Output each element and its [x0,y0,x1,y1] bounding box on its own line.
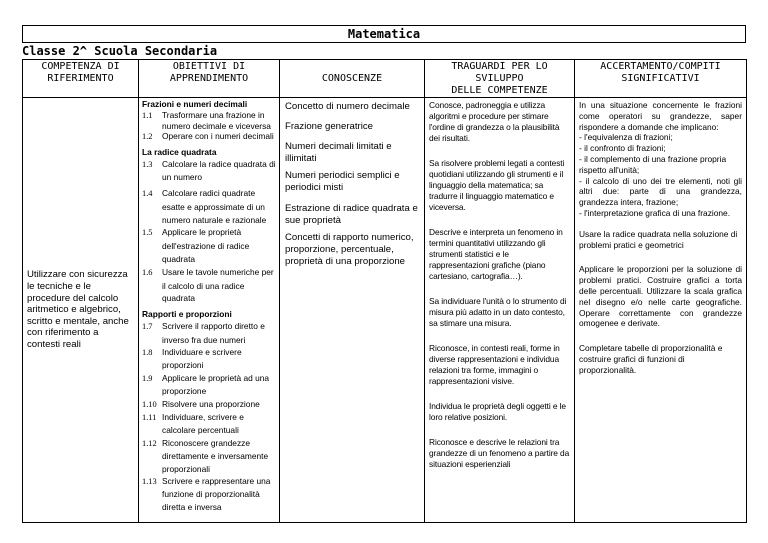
obiettivo-item: 1.13 Scrivere e rappresentare una funzione di proporzionalità diretta e inversa [142,476,271,512]
obiettivo-item: 1.2 Operare con i numeri decimali [142,131,274,141]
traguardo-item: Individua le proprietà degli oggetti e le loro relative posizioni. [429,401,566,422]
obiettivo-item: 1.1 Trasformare una frazione in numero decimale e viceversa [142,110,271,131]
header-traguardi: TRAGUARDI PER LO SVILUPPO DELLE COMPETENZE [425,60,575,98]
header-accertamento: ACCERTAMENTO/COMPITI SIGNIFICATIVI [575,60,747,98]
accertamento-p2: Usare la radice quadrata nella soluzione di problemi pratici e geometrici [579,228,738,250]
document-title: Matematica [22,25,746,43]
obiettivo-item: 1.10 Risolvere una proporzione [142,398,260,409]
obiettivi-section-title: Frazioni e numeri decimali [142,99,248,109]
header-conoscenze: CONOSCENZE [280,60,425,98]
obiettivi-section-title: La radice quadrata [142,147,217,157]
content-row [23,98,747,523]
traguardo-item: Sa risolvere problemi legati a contesti quotidiani utilizzando gli strumenti e il linguaggio della matematica; sa tradurre il linguaggio matematico e viceversa. [429,158,565,212]
traguardo-item: Sa individuare l'unità o lo strumento di misura più adatto in un dato contesto, sa stimare una misura. [429,296,567,328]
obiettivo-item: 1.5 Applicare le proprietà dell'estrazione di radice quadrata [142,227,250,264]
obiettivi-cell [139,98,280,523]
obiettivi-section-title: Rapporti e proporzioni [142,309,232,320]
competenza-cell: Utilizzare con sicurezza le tecniche e le procedure del calcolo aritmetico e algebrico, scritto e mentale, anche con riferimento a contesti reali [23,98,139,523]
accertamento-p3: Applicare le proporzioni per la soluzione di problemi pratici. Costruire grafici a torta delle percentuali. Utilizzare la scala grafica nel disegno e/o nelle carte geografiche. Operare correttamente con grandezze omogenee e derivate. [579,264,742,329]
conoscenza-item: Numeri periodici semplici e periodici misti [285,170,400,193]
conoscenze-cell [280,98,425,523]
header-obiettivi: OBIETTIVI DI APPRENDIMENTO [139,60,280,98]
header-competenza: COMPETENZA DI RIFERIMENTO [23,60,139,98]
header-row [23,60,747,98]
traguardo-item: Riconosce, in contesti reali, forme in diverse rappresentazioni e individua relazioni tra forme, immagini o rappresentazioni visive. [429,343,560,386]
curriculum-table [22,59,747,523]
class-label: Classe 2^ Scuola Secondaria [22,44,218,58]
accertamento-p4: Completare tabelle di proporzionalità e costruire grafici di funzioni di proporzionalità. [579,343,723,375]
accertamento-bullet: - il confronto di frazioni; [579,143,666,154]
obiettivo-item: 1.12 Riconoscere grandezze direttamente e inversamente proporzionali [142,437,269,474]
conoscenza-item: Numeri decimali limitati e illimitati [285,141,392,164]
obiettivo-item: 1.6 Usare le tavole numeriche per il calcolo di una radice quadrata [142,266,274,304]
obiettivo-item: 1.9 Applicare le proprietà ad una proporzione [142,372,270,397]
obiettivo-item: 1.4 Calcolare radici quadrate esatte e approssimate di un numero naturale e razionale [142,188,267,225]
traguardo-item: Conosce, padroneggia e utilizza algoritmi e procedure per stimare l'ordine di grandezza o la plausibilità dei risultati. [429,100,560,143]
accertamento-bullet: - l'interpretazione grafica di una frazione. [579,207,731,218]
traguardo-item: Descrive e interpreta un fenomeno in termini quantitativi utilizzando gli strumenti statistici e le rappresentazioni grafiche (piano cartesiano, cartografia…). [429,227,563,281]
conoscenza-item: Concetti di rapporto numerico, proporzione, percentuale, proprietà di una proporzione [285,232,414,267]
accertamento-bullet: - il complemento di una frazione propria rispetto all'unità; [579,153,727,175]
traguardo-item: Riconosce e descrive le relazioni tra grandezze di un fenomeno a partire da situazioni esperienziali [429,437,570,469]
accertamento-bullet: - l'equivalenza di frazioni; [579,132,673,143]
obiettivo-item: 1.8 Individuare e scrivere proporzioni [142,346,242,371]
obiettivo-item: 1.3 Calcolare la radice quadrata di un numero [142,159,276,182]
accertamento-bullet: - il calcolo di uno dei tre elementi, noti gli altri due: parte di una grandezza, grandezza intera, frazione; [579,175,742,208]
conoscenza-item: Estrazione di radice quadrata e sue proprietà [285,203,418,226]
obiettivo-item: 1.7 Scrivere il rapporto diretto e inverso fra due numeri [142,321,265,345]
conoscenza-item: Frazione generatrice [285,121,373,132]
accertamento-intro: In una situazione concernente le frazioni come operatori su grandezze, saper rispondere a domande che implicano: [579,100,742,132]
traguardi-cell [425,98,575,523]
accertamento-cell [575,98,747,523]
conoscenza-item: Concetto di numero decimale [285,101,410,112]
obiettivo-item: 1.11 Individuare, scrivere e calcolare percentuali [142,412,244,436]
